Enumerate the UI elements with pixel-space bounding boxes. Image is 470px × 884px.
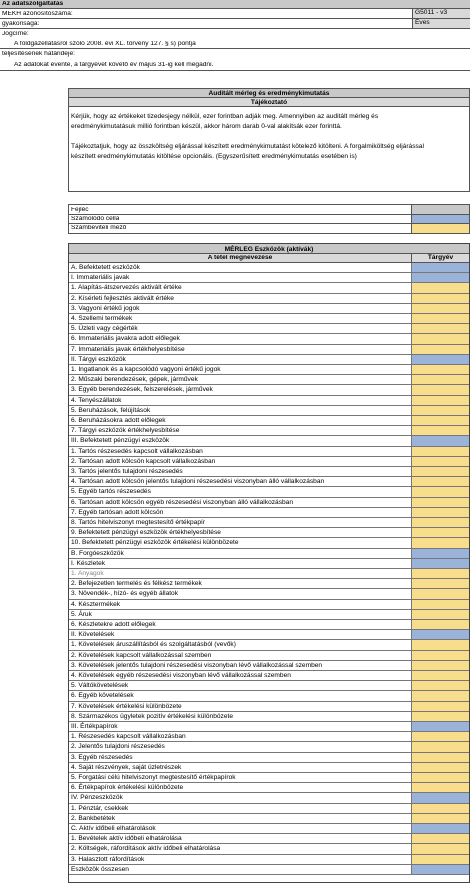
table-row — [69, 345, 469, 355]
input-cell[interactable] — [411, 406, 469, 415]
input-cell[interactable] — [411, 834, 469, 843]
info-para2-line1: Tájékoztatjuk, hogy az összköltség eljárással készített eredménykimutatást kötelező kitölteni. A forgalmiköltség eljárással — [71, 143, 424, 150]
input-cell[interactable] — [411, 498, 469, 507]
input-cell[interactable] — [411, 426, 469, 435]
table-row — [69, 579, 469, 589]
table-row — [69, 528, 469, 538]
row-label: 1. Anyagok — [71, 570, 104, 577]
input-cell[interactable] — [411, 691, 469, 700]
row-label: 1. Alapítás-átszervezés aktivált értéke — [71, 284, 182, 292]
input-cell[interactable] — [411, 457, 469, 466]
table-row — [69, 283, 469, 293]
table-row — [69, 763, 469, 773]
row-label: 3. Növendék-, hízó- és egyéb állatok — [71, 590, 179, 598]
table-row — [69, 365, 469, 375]
code-field: G5011 - v3 — [412, 9, 470, 18]
sum-cell — [411, 273, 469, 282]
legend-title: Fejléc — [71, 207, 89, 213]
info-para2-line2: készített eredménykimutatás kitöltése opcionális. (Egyszerűsített eredménykimutatás esetében is) — [71, 153, 357, 160]
row-label: 5. Váltókövetelések — [71, 682, 129, 690]
row-label: I. Immateriális javak — [71, 274, 130, 282]
table-row — [69, 304, 469, 314]
input-cell[interactable] — [411, 365, 469, 374]
row-label: 5. Forgatási célú hitelviszonyt megtestesítő értékpapírok — [71, 774, 236, 781]
input-cell[interactable] — [411, 477, 469, 486]
row-label: 3. Vagyoni értékű jogok — [71, 304, 140, 312]
input-cell[interactable] — [411, 283, 469, 292]
legend-box — [68, 204, 470, 234]
input-cell[interactable] — [411, 345, 469, 354]
row-label: 2. Tartósan adott kölcsön kapcsolt vállalkozásban — [71, 457, 216, 465]
table-row — [69, 385, 469, 395]
input-cell[interactable] — [411, 385, 469, 394]
table-row — [69, 661, 469, 671]
input-cell[interactable] — [411, 610, 469, 619]
input-cell[interactable] — [411, 844, 469, 853]
input-cell[interactable] — [411, 375, 469, 384]
table-row — [69, 518, 469, 528]
row-label: 2. Költségek, ráfordítások aktív időbeli elhatárolása — [71, 845, 221, 853]
table-row — [69, 508, 469, 518]
input-cell[interactable] — [411, 518, 469, 527]
table-row — [69, 865, 469, 875]
input-cell[interactable] — [411, 681, 469, 690]
legal-basis-value: A földgázellátásról szóló 2008. évi XL. törvény 127. § s) pontja — [14, 41, 196, 47]
sum-cell — [411, 559, 469, 568]
input-cell[interactable] — [411, 661, 469, 670]
input-cell[interactable] — [411, 783, 469, 792]
input-cell[interactable] — [411, 763, 469, 772]
table-row — [69, 834, 469, 844]
info-title: Auditált mérleg és eredménykimutatás — [69, 89, 469, 98]
row-label: I. Készletek — [71, 559, 106, 567]
row-label: 4. Szellemi termékek — [71, 315, 133, 322]
deadline-value-row — [0, 59, 470, 71]
input-cell[interactable] — [411, 702, 469, 711]
row-label: 3. Tartós jelentős tulajdoni részesedés — [71, 468, 183, 475]
row-label: 2. Követelések kapcsolt vállalkozással szemben — [71, 651, 212, 659]
sum-cell — [411, 436, 469, 445]
table-row — [69, 457, 469, 467]
row-label: 6. Egyéb követelések — [71, 692, 134, 700]
info-para1-line2: eredménykimutatásuk millió forintban készül, akkor három darab 0-val alakítsák ezer forinttá. — [71, 123, 342, 130]
sum-cell — [411, 824, 469, 833]
row-label: 2. Befejezetlen termelés és félkész termékek — [71, 580, 202, 588]
input-cell[interactable] — [411, 569, 469, 578]
table-row — [69, 355, 469, 365]
input-cell[interactable] — [411, 753, 469, 762]
table-title: MÉRLEG Eszközök (aktívák) — [69, 244, 469, 254]
section-title: Az adatszolgáltatás — [2, 1, 64, 7]
row-label: 1. Ingatlanok és a kapcsolódó vagyoni értékű jogok — [71, 366, 221, 373]
mekh-row — [0, 9, 470, 19]
deadline-value: Az adatokat évente, a tárgyévet követő év május 31-ig kell megadni. — [14, 62, 214, 68]
table-row — [69, 783, 469, 793]
input-cell[interactable] — [411, 447, 469, 456]
input-cell[interactable] — [411, 742, 469, 751]
sum-cell — [411, 722, 469, 731]
input-cell[interactable] — [411, 620, 469, 629]
table-row — [69, 426, 469, 436]
table-row — [69, 620, 469, 630]
row-label: 5. Üzleti vagy cégérték — [71, 325, 138, 333]
table-row — [69, 559, 469, 569]
row-label: 4. Tartósan adott kölcsön jelentős tulajdoni részesedési viszonyban álló vállalkozásban — [71, 478, 325, 486]
sum-cell — [411, 630, 469, 639]
table-row — [69, 753, 469, 763]
input-cell[interactable] — [411, 538, 469, 547]
input-cell[interactable] — [411, 814, 469, 823]
table-column-header — [69, 254, 469, 263]
table-row — [69, 855, 469, 865]
table-row — [69, 793, 469, 803]
table-row — [69, 334, 469, 344]
input-cell[interactable] — [411, 855, 469, 864]
table-row — [69, 691, 469, 701]
row-label: 3. Egyéb berendezések, felszerelések, járművek — [71, 386, 213, 394]
row-label: 2. Jelentős tulajdoni részesedés — [71, 743, 165, 751]
row-label: 2. Műszaki berendezések, gépek, járművek — [71, 376, 198, 384]
row-label: 4. Tenyészállatok — [71, 396, 122, 404]
table-row — [69, 814, 469, 824]
row-label: 3. Egyéb részesedés — [71, 753, 133, 761]
row-label: II. Követelések — [71, 631, 115, 639]
row-label: 5. Egyéb tartós részesedés — [71, 488, 151, 496]
row-label: 6. Készletekre adott előlegek — [71, 621, 156, 628]
table-row — [69, 681, 469, 691]
table-row — [69, 844, 469, 854]
table-row — [69, 651, 469, 661]
input-cell[interactable] — [411, 314, 469, 323]
table-row — [69, 324, 469, 334]
legend-input-label: Számbeviteli mező — [71, 225, 127, 231]
frequency-row — [0, 19, 470, 29]
table-row — [69, 732, 469, 742]
input-cell[interactable] — [411, 487, 469, 496]
table-row — [69, 263, 469, 273]
row-label: 10. Befektetett pénzügyi eszközök értékelési különbözete — [71, 539, 239, 547]
input-cell[interactable] — [411, 324, 469, 333]
input-cell[interactable] — [411, 416, 469, 425]
table-row — [69, 569, 469, 579]
table-row — [69, 722, 469, 732]
row-label: 4. Késztermékek — [71, 600, 121, 608]
row-label: 7. Immateriális javak értékhelyesbítése — [71, 345, 185, 353]
table-row — [69, 610, 469, 620]
frequency-label: gyakorisága: — [2, 21, 40, 27]
row-label: 8. Származékos ügyletek pozitív értékelési különbözete — [71, 712, 233, 720]
section-header — [0, 0, 470, 9]
row-label: 6. Értékpapírok értékelési különbözete — [71, 784, 184, 792]
row-label: 7. Egyéb tartósan adott kölcsön — [71, 508, 164, 516]
input-cell[interactable] — [411, 600, 469, 609]
table-row — [69, 773, 469, 783]
legend-sum-swatch — [411, 215, 469, 223]
row-label: 6. Beruházásokra adott előlegek — [71, 417, 166, 424]
input-cell[interactable] — [411, 334, 469, 343]
table-row — [69, 742, 469, 752]
row-label: A. Befektetett eszközök — [71, 264, 140, 271]
row-label: 2. Kísérleti fejlesztés aktivált értéke — [71, 294, 174, 302]
legal-basis-row — [0, 29, 470, 39]
input-cell[interactable] — [411, 528, 469, 537]
row-label: 1. Pénztár, csekkek — [71, 804, 129, 812]
input-cell[interactable] — [411, 304, 469, 313]
row-label: III. Értékpapírok — [71, 723, 118, 730]
row-label: C. Aktív időbeli elhatárolások — [71, 825, 156, 832]
row-label: 1. Bevételek aktív időbeli elhatárolása — [71, 835, 182, 843]
legend-input-row — [69, 224, 469, 233]
row-label: 9. Befektetett pénzügyi eszközök értékhelyesbítése — [71, 529, 221, 537]
row-label: II. Tárgyi eszközök — [71, 355, 126, 363]
input-cell[interactable] — [411, 712, 469, 721]
table-row — [69, 712, 469, 722]
sum-cell — [411, 355, 469, 364]
table-row — [69, 294, 469, 304]
mekh-label: MEKH azonosítószáma: — [2, 11, 73, 17]
sum-cell — [411, 793, 469, 802]
table-row — [69, 630, 469, 640]
sum-cell — [411, 549, 469, 558]
row-label: 7. Tárgyi eszközök értékhelyesbítése — [71, 427, 180, 435]
table-row — [69, 467, 469, 477]
input-cell[interactable] — [411, 732, 469, 741]
row-label: 1. Részesedés kapcsolt vállalkozásban — [71, 733, 186, 741]
table-row — [69, 671, 469, 681]
table-row — [69, 702, 469, 712]
table-row — [69, 477, 469, 487]
table-row — [69, 416, 469, 426]
input-cell[interactable] — [411, 467, 469, 476]
legal-basis-label: Jogcíme: — [2, 31, 29, 37]
col-item-header: A tétel megnevezése — [207, 255, 273, 261]
legend-header-swatch — [411, 205, 469, 214]
table-row — [69, 273, 469, 283]
sum-cell — [411, 263, 469, 272]
info-subtitle: Tájékoztató — [69, 98, 469, 107]
row-label: 3. Halasztott ráfordítások — [71, 855, 145, 863]
legend-header-row — [69, 205, 469, 215]
legal-basis-value-row — [0, 39, 470, 49]
row-label: 6. Immateriális javakra adott előlegek — [71, 335, 180, 343]
table-row — [69, 498, 469, 508]
info-box — [68, 88, 470, 192]
row-label: 3. Követelések jelentős tulajdoni részesedési viszonyban lévő vállalkozással szemben — [71, 661, 323, 669]
input-cell[interactable] — [411, 671, 469, 680]
row-label: III. Befektetett pénzügyi eszközök — [71, 437, 170, 445]
table-row — [69, 804, 469, 814]
legend-sum-label: Számolódó cella — [71, 216, 120, 222]
deadline-row — [0, 49, 470, 59]
input-cell[interactable] — [411, 579, 469, 588]
row-label: 6. Tartósan adott kölcsön egyéb részesedési viszonyban álló vállalkozásban — [71, 498, 294, 506]
table-row — [69, 436, 469, 446]
input-cell[interactable] — [411, 508, 469, 517]
row-label: 5. Áruk — [71, 610, 92, 618]
table-row — [69, 549, 469, 559]
row-label: Eszközök összesen — [71, 865, 129, 873]
input-cell[interactable] — [411, 773, 469, 782]
table-row — [69, 640, 469, 650]
info-para1-line1: Kérjük, hogy az értékeket tizedesjegy nélkül, ezer forintban adják meg. Amennyiben az auditált mérleg és — [71, 113, 379, 120]
sum-cell — [411, 865, 469, 874]
table-row — [69, 314, 469, 324]
balance-sheet-table — [68, 243, 470, 883]
frequency-value: Éves — [412, 19, 470, 28]
row-label: B. Forgóeszközök — [71, 549, 124, 557]
row-label: 8. Tartós hitelviszonyt megtestesítő értékpapír — [71, 519, 206, 526]
row-label: 2. Bankbetétek — [71, 814, 115, 822]
table-body — [69, 263, 469, 883]
row-label: 4. Saját részvények, saját üzletrészek — [71, 763, 182, 771]
input-cell[interactable] — [411, 640, 469, 649]
input-cell[interactable] — [411, 294, 469, 303]
row-label: IV. Pénzeszközök — [71, 794, 123, 802]
table-row — [69, 396, 469, 406]
legend-input-swatch — [411, 224, 469, 233]
row-label: 7. Követelések értékelési különbözete — [71, 702, 182, 710]
table-row — [69, 447, 469, 457]
row-label: 5. Beruházások, felújítások — [71, 406, 151, 414]
col-year-header: Tárgyév — [411, 254, 469, 262]
table-row — [69, 375, 469, 385]
input-cell[interactable] — [411, 804, 469, 813]
row-label: 1. Követelések áruszállításból és szolgáltatásból (vevők) — [71, 641, 236, 649]
row-label: 1. Tartós részesedés kapcsolt vállalkozásban — [71, 447, 203, 455]
legend-sum-row — [69, 215, 469, 224]
table-row — [69, 406, 469, 416]
deadline-label: teljesítésének határideje: — [2, 51, 75, 57]
table-row — [69, 487, 469, 497]
table-row — [69, 600, 469, 610]
table-row — [69, 589, 469, 599]
input-cell[interactable] — [411, 651, 469, 660]
input-cell[interactable] — [411, 396, 469, 405]
table-row — [69, 824, 469, 834]
row-label: 4. Követelések egyéb részesedési viszonyban lévő vállalkozással szemben — [71, 672, 291, 679]
input-cell[interactable] — [411, 589, 469, 598]
table-row — [69, 538, 469, 548]
